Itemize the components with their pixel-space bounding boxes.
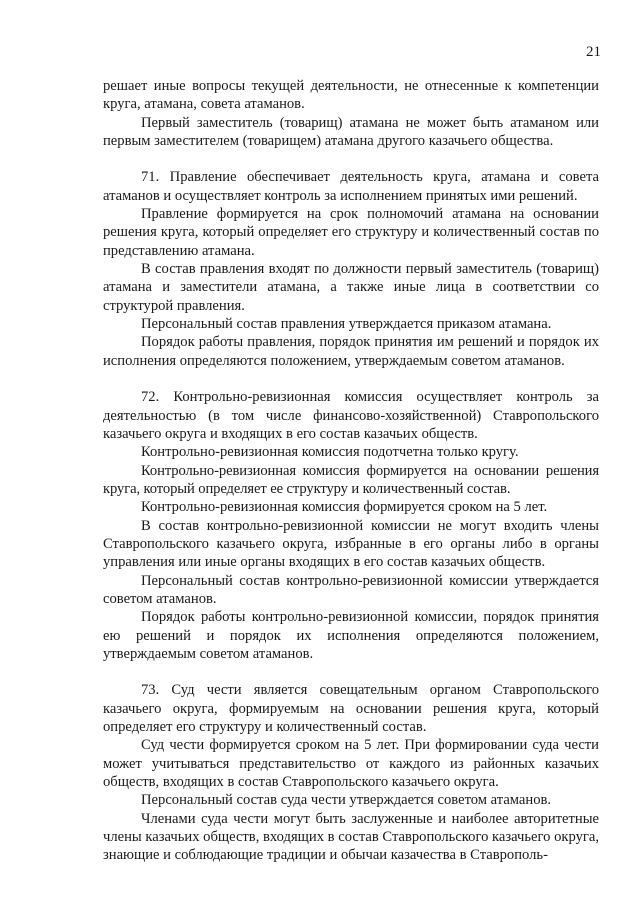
- paragraph-clause-71: 71. Правление обеспечивает деятельность круга, атамана и совета атаманов и осуществляет контроль за исполнением принятых ими решений.: [103, 169, 599, 204]
- paragraph: Первый заместитель (товарищ) атамана не может быть атаманом или первым заместителем (товарищем) атамана другого казачьего общества.: [103, 114, 599, 150]
- page-number: 21: [586, 44, 601, 60]
- paragraph: В состав правления входят по должности первый заместитель (товарищ) атамана и заместители атамана, а также иные лица в соответствии со структурой правления.: [103, 261, 599, 314]
- paragraph: В состав контрольно-ревизионной комиссии не могут входить члены Ставропольского казачьего округа, избранные в его органы либо в органы управления или иные органы входящих в его состав казачьих обществ.: [103, 517, 599, 571]
- paragraph-clause-73: 73. Суд чести является совещательным органом Ставропольского казачьего округа, формируемым на основании решения круга, который определяет его структуру и количественный состав.: [103, 682, 599, 735]
- document-body: [103, 77, 599, 865]
- paragraph: Порядок работы правления, порядок принятия им решений и порядок их исполнения определяются положением, утверждаемым советом атаманов.: [103, 334, 599, 369]
- paragraph: Правление формируется на срок полномочий атамана на основании решения круга, который определяет его структуру и количественный состав по представлению атамана.: [103, 206, 599, 259]
- paragraph: Контрольно-ревизионная комиссия формируется на основании решения круга, который определяет ее структуру и количественный состав.: [103, 462, 599, 497]
- paragraph-clause-72: 72. Контрольно-ревизионная комиссия осуществляет контроль за деятельностью (в том числе финансово-хозяйственной) Ставропольского казачьего округа и входящих в его состав казачьих обществ.: [103, 389, 599, 442]
- paragraph: Суд чести формируется сроком на 5 лет. При формировании суда чести может учитываться представительство от каждого из районных казачьих обществ, входящих в состав Ставропольского казачьего округа.: [103, 737, 599, 791]
- paragraph: Персональный состав правления утверждается приказом атамана.: [141, 316, 552, 333]
- paragraph: Порядок работы контрольно-ревизионной комиссии, порядок принятия ею решений и порядок их исполнения определяются положением, утверждаемым советом атаманов.: [103, 609, 599, 662]
- paragraph: Членами суда чести могут быть заслуженные и наиболее авторитетные члены казачьих обществ, входящих в состав Ставропольского казачьего округа, знающие и соблюдающие традиции и обычаи казачества в Ставрополь-: [103, 810, 599, 864]
- paragraph: Персональный состав суда чести утверждается советом атаманов.: [141, 792, 552, 809]
- paragraph: Контрольно-ревизионная комиссия подотчетна только кругу.: [141, 444, 519, 461]
- paragraph: Персональный состав контрольно-ревизионной комиссии утверждается советом атаманов.: [103, 572, 599, 607]
- paragraph: Контрольно-ревизионная комиссия формируется сроком на 5 лет.: [141, 499, 548, 516]
- paragraph-continuation: решает иные вопросы текущей деятельности, не отнесенные к компетенции круга, атамана, совета атаманов.: [103, 78, 599, 113]
